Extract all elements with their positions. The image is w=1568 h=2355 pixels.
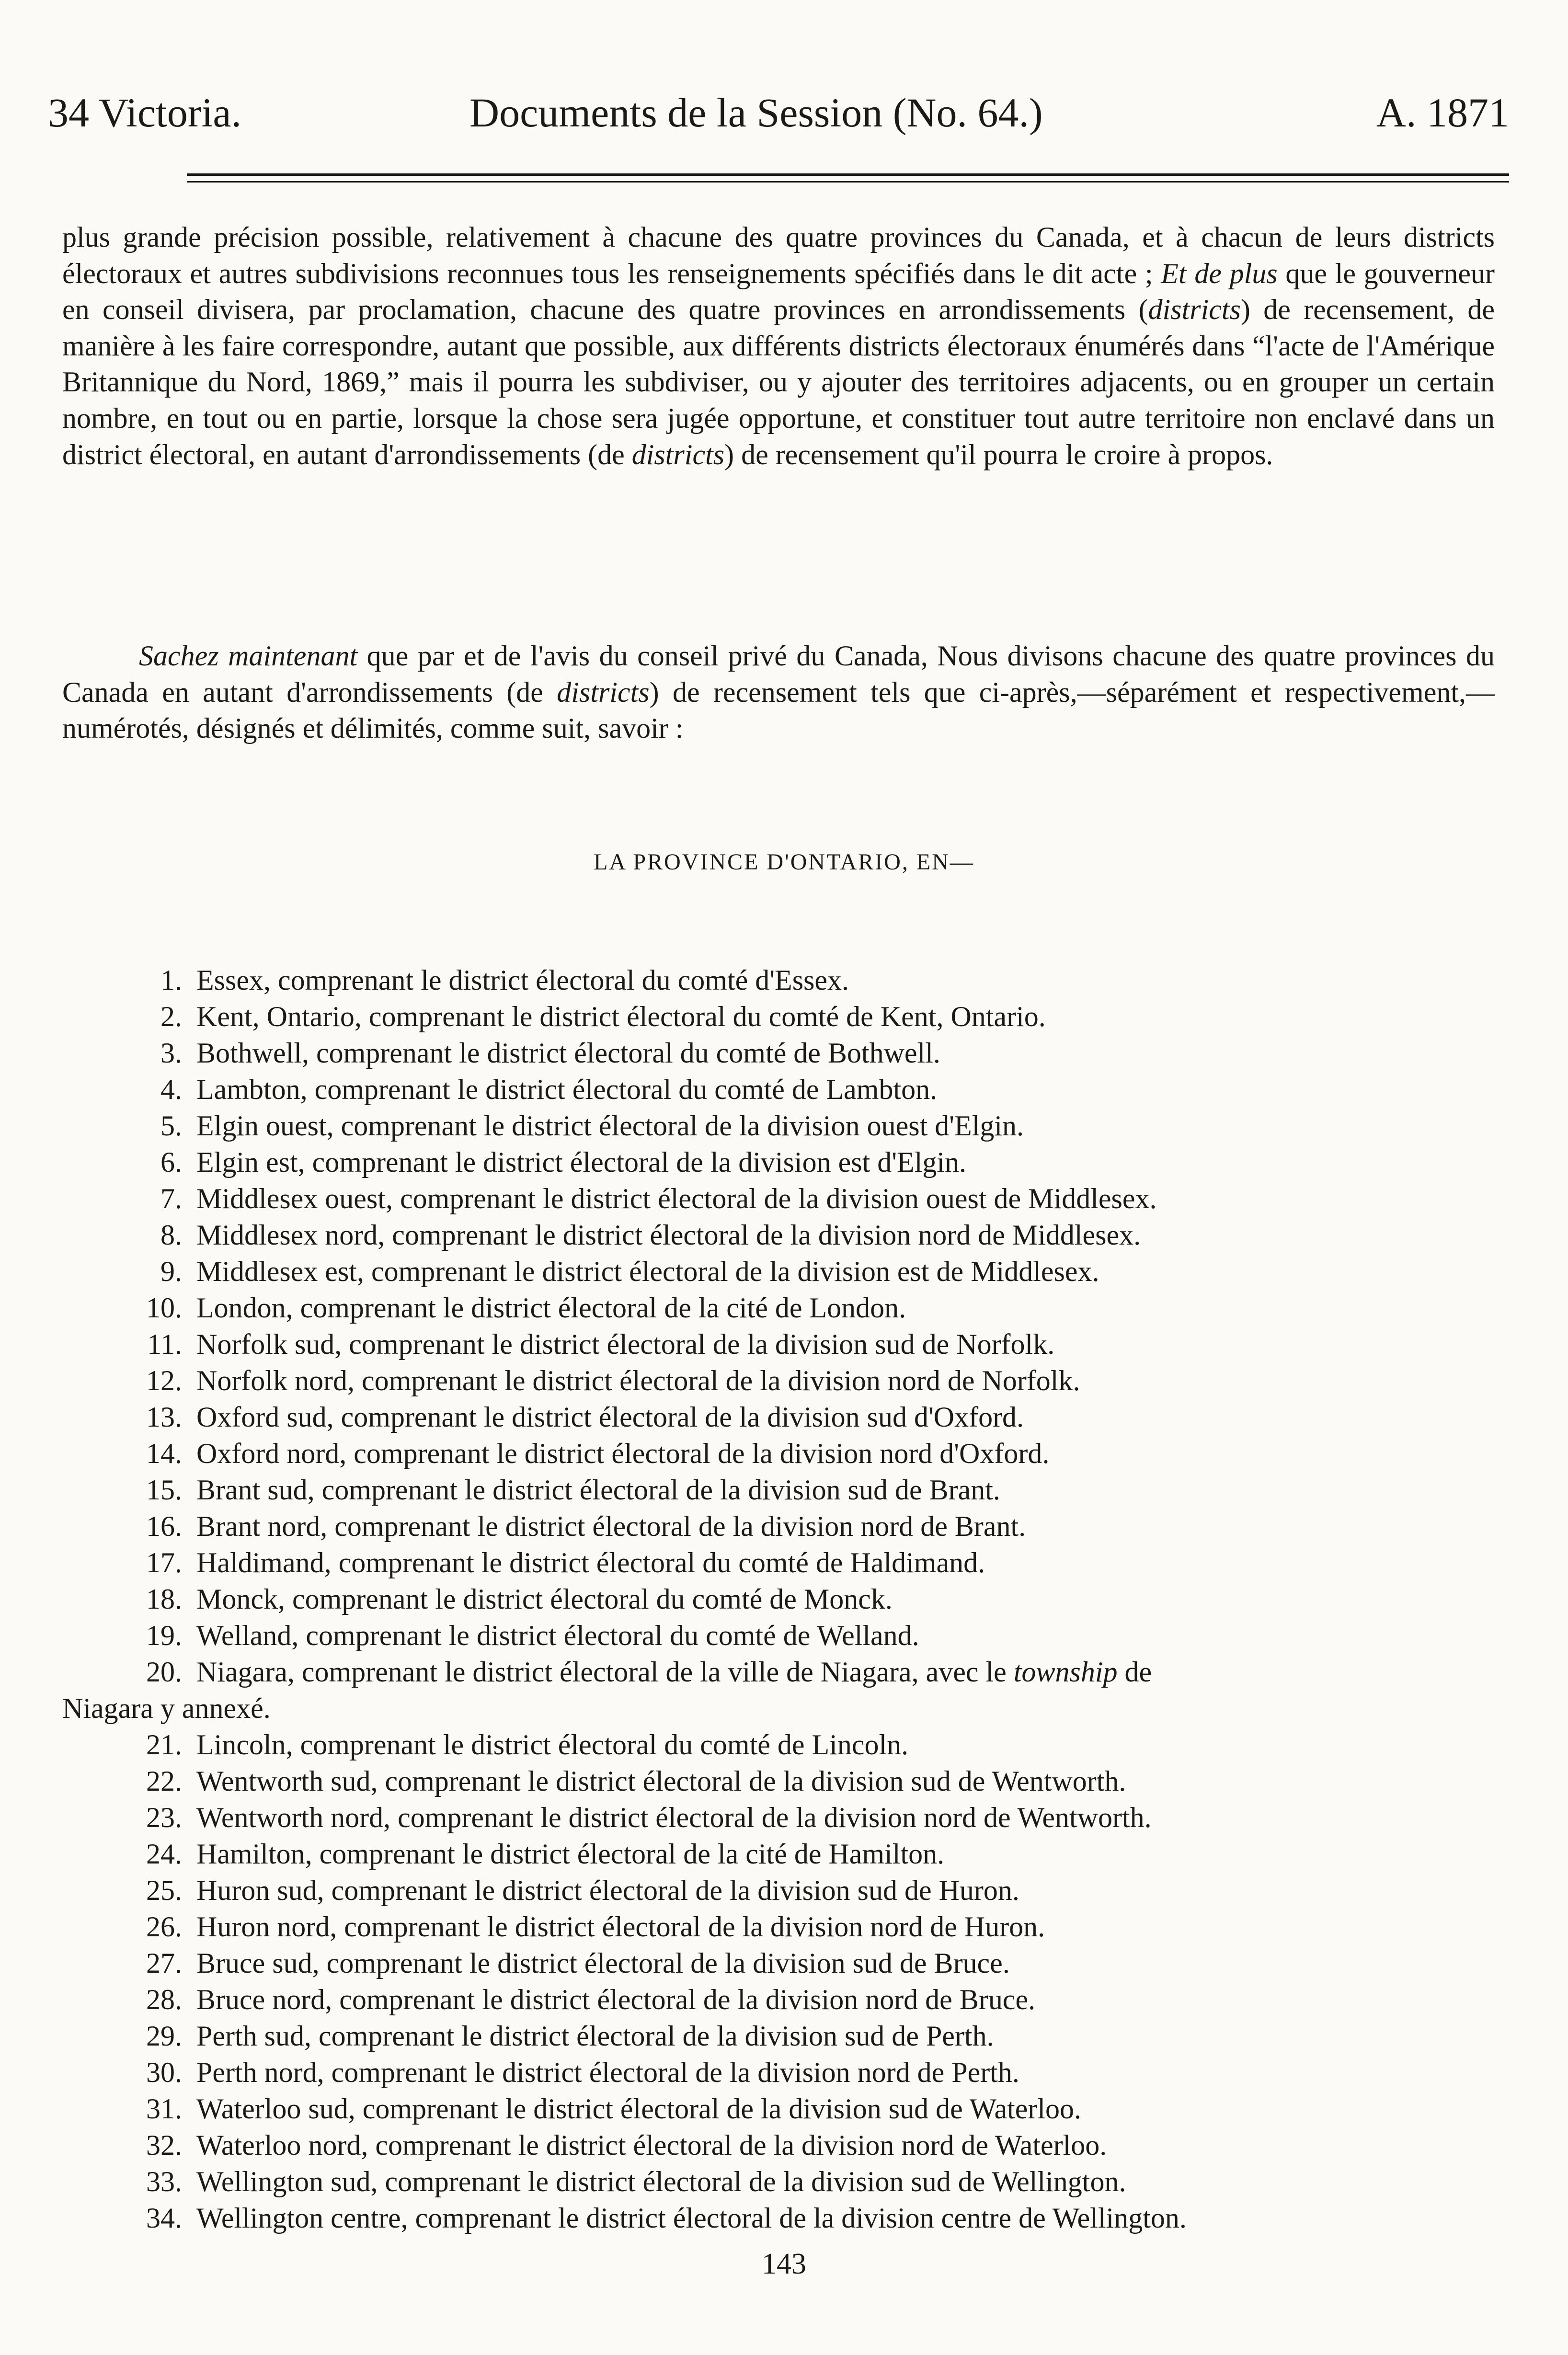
- district-description: [196, 1508, 1026, 1544]
- district-description: [196, 1836, 944, 1872]
- district-description: [196, 1726, 908, 1763]
- district-item: [62, 2163, 1499, 2200]
- district-number: 27.: [146, 1947, 182, 1979]
- district-item: [62, 1581, 1499, 1617]
- district-description: [196, 1581, 893, 1617]
- district-number: 3.: [160, 1037, 182, 1069]
- district-number: 12.: [146, 1365, 182, 1396]
- district-number: 13.: [146, 1401, 182, 1433]
- district-text: Bruce nord, comprenant le district électoral de la division nord de Bruce.: [196, 1984, 1036, 2015]
- page-number: 143: [762, 2248, 806, 2280]
- district-number: 28.: [146, 1984, 182, 2015]
- paragraph-division-decree: [62, 638, 1495, 747]
- district-description: [196, 2054, 1019, 2091]
- district-description: [196, 1654, 1552, 1690]
- district-description: [196, 998, 1046, 1035]
- district-text: Bothwell, comprenant le district électoral du comté de Bothwell.: [196, 1037, 940, 1069]
- district-number: 1.: [160, 964, 182, 996]
- district-number: 7.: [160, 1183, 182, 1214]
- district-number: 22.: [146, 1765, 182, 1797]
- paragraph-italic: districts: [1148, 294, 1241, 326]
- district-text-after: de: [1117, 1656, 1152, 1688]
- district-text: Monck, comprenant le district électoral du comté de Monck.: [196, 1583, 893, 1615]
- district-item: [62, 2054, 1499, 2091]
- district-number: 10.: [146, 1292, 182, 1324]
- paragraph-text: que par et de l'avis du conseil privé du Canada, Nous divisons chacune des quatre provinces du Canada en autant d'arrondissements (de: [62, 640, 1495, 708]
- district-description: [196, 1180, 1157, 1217]
- paragraph-text: ) de recensement tels que ci-après,—séparément et respectivement,—numérotés, désignés et délimités, comme suit, savoir :: [62, 676, 1495, 744]
- paragraph-text: que le gouverneur en conseil divisera, par proclamation, chacune des quatre provinces en arrondissements (: [62, 257, 1495, 326]
- district-number: 33.: [146, 2166, 182, 2197]
- district-item: [62, 1836, 1499, 1872]
- district-number: 2.: [160, 1001, 182, 1032]
- district-item: [62, 1654, 1499, 1726]
- district-text: Lambton, comprenant le district électoral du comté de Lambton.: [196, 1074, 938, 1105]
- district-description: [196, 1326, 1054, 1362]
- district-description: [196, 1035, 940, 1071]
- district-number: 31.: [146, 2093, 182, 2125]
- district-list: [62, 962, 1499, 2236]
- paragraph-text: plus grande précision possible, relativement à chacune des quatre provinces du Canada, et à chacun de leurs districts électoraux et autres subdivisions reconnues tous les renseignements spécifiés dans le dit acte ;: [62, 221, 1495, 289]
- district-item: [62, 1290, 1499, 1326]
- district-item: [62, 1435, 1499, 1472]
- district-text: Norfolk nord, comprenant le district électoral de la division nord de Norfolk.: [196, 1365, 1080, 1396]
- district-number: 30.: [146, 2057, 182, 2088]
- district-description: [196, 2163, 1126, 2200]
- district-number: 4.: [160, 1074, 182, 1105]
- district-item: [62, 1544, 1499, 1581]
- district-text: Huron sud, comprenant le district électoral de la division sud de Huron.: [196, 1875, 1019, 1906]
- district-continuation: Niagara y annexé.: [62, 1692, 271, 1724]
- district-description: [196, 962, 849, 998]
- district-number: 5.: [160, 1110, 182, 1142]
- district-description: [196, 1981, 1035, 2018]
- district-number: 23.: [146, 1802, 182, 1833]
- district-item: [62, 1508, 1499, 1544]
- district-number: 15.: [146, 1474, 182, 1506]
- district-text: Middlesex est, comprenant le district électoral de la division est de Middlesex.: [196, 1256, 1099, 1287]
- district-text: Lincoln, comprenant le district électoral du comté de Lincoln.: [196, 1729, 909, 1761]
- district-text: Middlesex nord, comprenant le district électoral de la division nord de Middlesex.: [196, 1219, 1141, 1251]
- paragraph-text: ) de recensement qu'il pourra le croire à propos.: [724, 438, 1273, 470]
- paragraph-italic: districts: [631, 438, 725, 470]
- district-number: 32.: [146, 2129, 182, 2161]
- district-item: [62, 2018, 1499, 2054]
- district-text: Oxford nord, comprenant le district électoral de la division nord d'Oxford.: [196, 1438, 1050, 1469]
- running-header: [48, 86, 1509, 139]
- district-text: Brant sud, comprenant le district électoral de la division sud de Brant.: [196, 1474, 1000, 1506]
- district-text: Wellington centre, comprenant le district électoral de la division centre de Wellington.: [196, 2202, 1187, 2234]
- district-description: [196, 1362, 1080, 1399]
- district-item: [62, 1981, 1499, 2018]
- district-item: [62, 1326, 1499, 1362]
- district-description: [196, 1763, 1126, 1799]
- paragraph-italic: Et de plus: [1161, 257, 1278, 289]
- district-description: [196, 1799, 1152, 1836]
- header-rule-thin: [187, 181, 1509, 183]
- district-description: [196, 2127, 1107, 2163]
- district-item: [62, 1617, 1499, 1654]
- paragraph-proclamation-context: [62, 219, 1495, 473]
- district-number: 34.: [146, 2202, 182, 2234]
- district-description: [196, 2091, 1081, 2127]
- district-description: [196, 1399, 1024, 1435]
- district-text: Brant nord, comprenant le district électoral de la division nord de Brant.: [196, 1510, 1026, 1542]
- district-description: [196, 1217, 1141, 1253]
- district-text: Haldimand, comprenant le district électoral du comté de Haldimand.: [196, 1547, 985, 1578]
- district-item: [62, 2091, 1499, 2127]
- paragraph-italic: districts: [557, 676, 650, 708]
- district-description: [196, 2018, 994, 2054]
- district-item: [62, 962, 1499, 998]
- district-number: 24.: [146, 1838, 182, 1870]
- header-year: A. 1871: [1376, 90, 1509, 136]
- header-regnal-year: 34 Victoria.: [48, 90, 242, 136]
- district-number: 14.: [146, 1438, 182, 1469]
- district-text: London, comprenant le district électoral de la cité de London.: [196, 1292, 906, 1324]
- district-item: [62, 1399, 1499, 1435]
- district-item: [62, 1945, 1499, 1981]
- district-text: Bruce sud, comprenant le district électoral de la division sud de Bruce.: [196, 1947, 1010, 1979]
- district-number: 26.: [146, 1911, 182, 1943]
- district-description: [196, 1144, 966, 1180]
- district-item: [62, 1726, 1499, 1763]
- district-text: Wellington sud, comprenant le district électoral de la division sud de Wellington.: [196, 2166, 1126, 2197]
- district-text: Wentworth sud, comprenant le district électoral de la division sud de Wentworth.: [196, 1765, 1126, 1797]
- district-item: [62, 1763, 1499, 1799]
- district-text: Essex, comprenant le district électoral du comté d'Essex.: [196, 964, 849, 996]
- district-number: 11.: [147, 1328, 182, 1360]
- district-text: Waterloo sud, comprenant le district électoral de la division sud de Waterloo.: [196, 2093, 1082, 2125]
- district-number: 20.: [146, 1656, 182, 1688]
- district-item: [62, 1071, 1499, 1108]
- district-text: Huron nord, comprenant le district électoral de la division nord de Huron.: [196, 1911, 1045, 1943]
- district-item: [62, 1472, 1499, 1508]
- district-text: Niagara, comprenant le district électoral de la ville de Niagara, avec le: [196, 1656, 1014, 1688]
- district-item: [62, 1253, 1499, 1290]
- district-item: [62, 1035, 1499, 1071]
- section-title: LA PROVINCE D'ONTARIO, EN—: [594, 849, 974, 875]
- header-title: Documents de la Session (No. 64.): [469, 90, 1043, 136]
- district-item: [62, 998, 1499, 1035]
- district-description: [196, 1872, 1019, 1909]
- district-text: Kent, Ontario, comprenant le district électoral du comté de Kent, Ontario.: [196, 1001, 1046, 1032]
- district-item: [62, 1217, 1499, 1253]
- district-text: Middlesex ouest, comprenant le district électoral de la division ouest de Middlesex.: [196, 1183, 1157, 1214]
- district-description: [196, 1071, 937, 1108]
- district-item: [62, 1180, 1499, 1217]
- district-description: [196, 1472, 1000, 1508]
- district-item: [62, 1144, 1499, 1180]
- district-item: [62, 1872, 1499, 1909]
- district-italic: township: [1013, 1656, 1118, 1688]
- district-text: Welland, comprenant le district électoral du comté de Welland.: [196, 1620, 919, 1651]
- district-number: 25.: [146, 1875, 182, 1906]
- paragraph-italic: Sachez maintenant: [139, 640, 358, 672]
- district-description: [196, 1945, 1010, 1981]
- district-description: [196, 2200, 1187, 2236]
- district-description: [196, 1253, 1099, 1290]
- district-description: [196, 1435, 1049, 1472]
- district-item: [62, 1108, 1499, 1144]
- district-number: 17.: [146, 1547, 182, 1578]
- district-number: 21.: [146, 1729, 182, 1761]
- district-number: 16.: [146, 1510, 182, 1542]
- district-description: [196, 1617, 919, 1654]
- district-description: [196, 1544, 985, 1581]
- district-description: [196, 1290, 906, 1326]
- header-rule: [187, 173, 1509, 176]
- district-number: 18.: [146, 1583, 182, 1615]
- district-text: Wentworth nord, comprenant le district électoral de la division nord de Wentworth.: [196, 1802, 1152, 1833]
- district-text: Norfolk sud, comprenant le district électoral de la division sud de Norfolk.: [196, 1328, 1055, 1360]
- district-number: 8.: [160, 1219, 182, 1251]
- district-description: [196, 1909, 1045, 1945]
- district-number: 6.: [160, 1146, 182, 1178]
- district-text: Elgin est, comprenant le district électoral de la division est d'Elgin.: [196, 1146, 967, 1178]
- district-text: Oxford sud, comprenant le district électoral de la division sud d'Oxford.: [196, 1401, 1024, 1433]
- district-item: [62, 2127, 1499, 2163]
- district-item: [62, 1362, 1499, 1399]
- district-text: Elgin ouest, comprenant le district électoral de la division ouest d'Elgin.: [196, 1110, 1024, 1142]
- district-item: [62, 2200, 1499, 2236]
- district-number: 19.: [146, 1620, 182, 1651]
- district-text: Waterloo nord, comprenant le district électoral de la division nord de Waterloo.: [196, 2129, 1107, 2161]
- paragraph-text: ) de recensement, de manière à les faire correspondre, autant que possible, aux différents districts électoraux énumérés dans “l'acte de l'Amérique Britannique du Nord, 1869,” mais il pourra les subdiviser, ou y ajouter des territoires adjacents, ou en grouper un certain nombre, en tout ou en partie, lorsque la chose sera jugée opportune, et constituer tout autre territoire non enclavé dans un district électoral, en autant d'arrondissements (de: [62, 294, 1495, 470]
- district-item: [62, 1799, 1499, 1836]
- district-text: Perth nord, comprenant le district électoral de la division nord de Perth.: [196, 2057, 1019, 2088]
- district-description: [196, 1108, 1024, 1144]
- district-item: [62, 1909, 1499, 1945]
- district-text: Perth sud, comprenant le district électoral de la division sud de Perth.: [196, 2020, 994, 2052]
- district-number: 9.: [160, 1256, 182, 1287]
- district-number: 29.: [146, 2020, 182, 2052]
- district-text: Hamilton, comprenant le district électoral de la cité de Hamilton.: [196, 1838, 945, 1870]
